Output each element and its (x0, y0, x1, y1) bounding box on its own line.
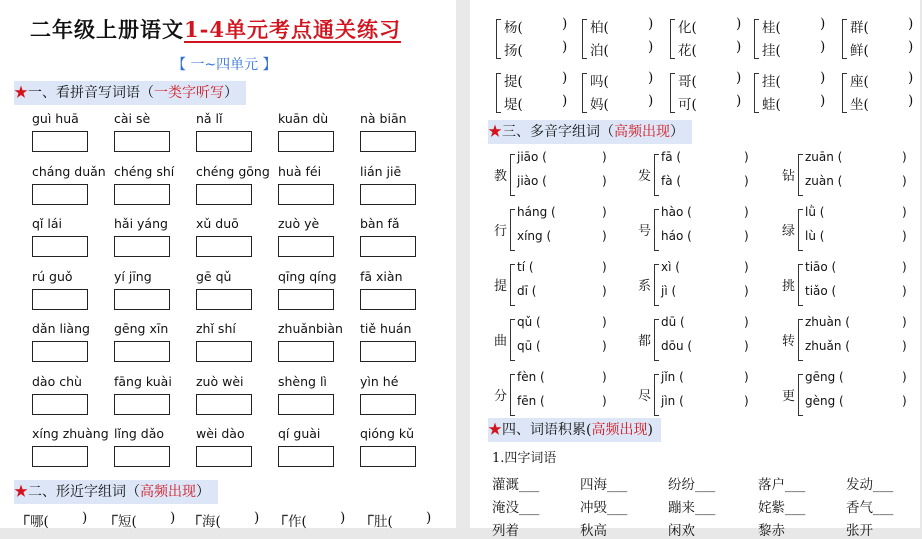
pinyin-label: qí guài (278, 426, 321, 441)
close-paren: ) (602, 174, 607, 188)
answer-box[interactable] (114, 341, 170, 362)
pinyin-reading: hào ( (661, 205, 692, 219)
answer-box[interactable] (360, 341, 416, 362)
answer-box[interactable] (114, 289, 170, 310)
pinyin-label: xǔ duō (196, 216, 239, 231)
brace-icon (754, 73, 759, 113)
answer-box[interactable] (278, 289, 334, 310)
section-end: ） (670, 124, 684, 140)
pinyin-reading: jǐn ( (661, 370, 684, 384)
answer-box[interactable] (32, 184, 88, 205)
close-paren: ) (902, 205, 907, 219)
char-pair (842, 70, 922, 116)
pinyin-reading: jì ( (661, 284, 677, 298)
section-end: ) (647, 422, 653, 438)
section-text: 二、形近字组词（ (28, 484, 140, 500)
close-paren: ) (902, 339, 907, 353)
close-paren: ) (562, 39, 568, 55)
pinyin-label: dào chù (32, 373, 82, 389)
polyphone-item (782, 315, 922, 365)
section-highlight: 高频出现 (140, 484, 196, 500)
pinyin-label: zhǐ shí (196, 321, 236, 336)
char-pair (496, 70, 576, 116)
star-icon: ★ (14, 85, 28, 101)
close-paren: ) (736, 16, 742, 32)
section-highlight: 高频出现 (591, 422, 648, 438)
poly-char: 提 (494, 279, 508, 294)
brace-icon (582, 19, 587, 59)
pinyin-label: gē qǔ (196, 268, 232, 284)
poly-char: 都 (638, 334, 652, 349)
close-paren: ) (902, 394, 907, 408)
close-paren: ) (744, 339, 749, 353)
brace-icon (510, 374, 515, 416)
poly-char: 系 (638, 279, 652, 294)
close-paren: ) (744, 315, 749, 329)
close-paren: ) (902, 315, 907, 329)
polyphone-item (494, 205, 634, 255)
section-2-header (14, 480, 218, 504)
char-pair (754, 70, 834, 116)
char-item: 提( (504, 74, 523, 90)
pinyin-reading: gèng ( (805, 394, 844, 408)
pinyin-label: nà biān (360, 111, 407, 126)
right-page (470, 0, 920, 539)
close-paren: ) (602, 260, 607, 274)
brace-icon (754, 19, 759, 59)
subsection-title: 1.四字词语 (492, 451, 557, 466)
poly-char: 更 (782, 389, 796, 404)
char-item: 坐( (850, 97, 869, 113)
word-blank[interactable]: 淹没___ (492, 500, 540, 516)
pinyin-reading: zhuǎn ( (805, 339, 850, 353)
polyphone-item (782, 150, 922, 200)
close-paren: ) (426, 510, 432, 526)
close-paren: ) (744, 174, 749, 188)
word-blank[interactable]: 灌溉___ (492, 477, 540, 493)
pinyin-reading: dōu ( (661, 339, 693, 353)
brace-icon (798, 154, 803, 196)
close-paren: ) (902, 150, 907, 164)
brace-icon (654, 209, 659, 251)
answer-box[interactable] (32, 289, 88, 310)
char-item: 挂( (762, 43, 781, 59)
bracket-icon: ┌ (278, 506, 288, 525)
brace-icon (798, 209, 803, 251)
poly-char: 教 (494, 169, 508, 184)
section-highlight: 高频出现 (614, 124, 670, 140)
close-paren: ) (744, 394, 749, 408)
char-pair (842, 16, 922, 62)
char-pair (754, 16, 834, 62)
close-paren: ) (602, 229, 607, 243)
pinyin-reading: fēn ( (517, 394, 545, 408)
pinyin-reading: dū ( (661, 315, 685, 329)
word-blank[interactable]: 落户___ (758, 477, 806, 493)
word-blank[interactable]: 纷纷___ (668, 477, 716, 493)
title-highlight: 1-4单元考点通关练习 (184, 17, 401, 42)
close-paren: ) (736, 39, 742, 55)
char-item: 短( (118, 514, 137, 530)
polyphone-item (782, 260, 922, 310)
answer-box[interactable] (196, 394, 252, 415)
char-item: 泊( (590, 43, 609, 59)
word-blank[interactable]: 列着 (492, 523, 519, 539)
pinyin-label: zhuǎnbiàn (278, 321, 343, 336)
brace-icon (510, 264, 515, 306)
answer-box[interactable] (278, 131, 334, 152)
poly-char: 行 (494, 224, 508, 239)
close-paren: ) (602, 339, 607, 353)
close-paren: ) (562, 70, 568, 86)
pinyin-label: chéng gōng (196, 163, 270, 179)
char-item: 肚( (374, 514, 393, 530)
close-paren: ) (820, 16, 826, 32)
section-text: 四、词语积累( (502, 422, 592, 438)
pinyin-reading: jiāo ( (517, 150, 547, 164)
answer-box[interactable] (278, 446, 334, 467)
answer-box[interactable] (196, 184, 252, 205)
brace-icon (510, 319, 515, 361)
answer-box[interactable] (32, 446, 88, 467)
answer-box[interactable] (360, 289, 416, 310)
pinyin-label: shèng lì (278, 373, 327, 389)
brace-icon (654, 154, 659, 196)
brace-icon (798, 264, 803, 306)
char-item: 群( (850, 20, 869, 36)
brace-icon (798, 374, 803, 416)
section-4-header (488, 418, 661, 442)
char-item: 桂( (762, 20, 781, 36)
polyphone-item (494, 260, 634, 310)
pinyin-label: yí jīng (114, 268, 152, 284)
answer-box[interactable] (360, 184, 416, 205)
section-highlight: 一类字听写 (154, 85, 224, 101)
char-item: 杨( (504, 20, 523, 36)
poly-char: 发 (638, 169, 652, 184)
close-paren: ) (902, 284, 907, 298)
answer-box[interactable] (196, 289, 252, 310)
char-item: 吗( (590, 74, 609, 90)
close-paren: ) (340, 510, 346, 526)
pinyin-label: chéng shí (114, 163, 175, 179)
char-item: 扬( (504, 43, 523, 59)
char-pair (582, 70, 662, 116)
poly-char: 曲 (494, 334, 508, 349)
pinyin-reading: xì ( (661, 260, 680, 274)
char-item: 座( (850, 74, 869, 90)
pinyin-label: kuān dù (278, 111, 329, 126)
close-paren: ) (744, 260, 749, 274)
brace-icon (510, 154, 515, 196)
word-blank[interactable]: 黎赤 (758, 523, 785, 539)
section-end: ） (224, 85, 238, 101)
answer-box[interactable] (278, 341, 334, 362)
pinyin-reading: zhuàn ( (805, 315, 850, 329)
brace-icon (842, 19, 847, 59)
char-item: 花( (678, 43, 697, 59)
pinyin-label: rú guǒ (32, 268, 73, 284)
pinyin-reading: qū ( (517, 339, 541, 353)
char-pair (582, 16, 662, 62)
section-text: 一、看拼音写词语（ (28, 85, 154, 101)
char-item: 哪( (30, 514, 49, 530)
brace-icon (510, 209, 515, 251)
pinyin-reading: zuàn ( (805, 174, 843, 188)
answer-box[interactable] (32, 236, 88, 257)
answer-box[interactable] (196, 131, 252, 152)
polyphone-item (638, 205, 778, 255)
char-pair (670, 70, 750, 116)
pinyin-reading: xíng ( (517, 229, 552, 243)
pinyin-label: qióng kǔ (360, 426, 415, 441)
char-item: 化( (678, 20, 697, 36)
pinyin-label: wèi dào (196, 426, 245, 441)
close-paren: ) (744, 284, 749, 298)
close-paren: ) (602, 315, 607, 329)
pinyin-reading: fèn ( (517, 370, 545, 384)
close-paren: ) (602, 150, 607, 164)
pinyin-label: xíng zhuàng (32, 426, 109, 441)
close-paren: ) (908, 93, 914, 109)
section-text: 三、多音字组词（ (502, 124, 614, 140)
pinyin-label: cháng duǎn (32, 163, 106, 179)
pinyin-label: dǎn liàng (32, 321, 90, 336)
close-paren: ) (602, 394, 607, 408)
pinyin-reading: tí ( (517, 260, 534, 274)
pinyin-reading: gēng ( (805, 370, 844, 384)
char-pair (670, 16, 750, 62)
close-paren: ) (820, 70, 826, 86)
word-blank[interactable]: 闲欢 (668, 523, 695, 539)
answer-box[interactable] (196, 446, 252, 467)
close-paren: ) (908, 70, 914, 86)
pinyin-label: fā xiàn (360, 268, 403, 284)
word-blank[interactable]: 冲毁___ (580, 500, 628, 516)
close-paren: ) (736, 70, 742, 86)
polyphone-item (494, 150, 634, 200)
brace-icon (496, 19, 501, 59)
polyphone-item (782, 205, 922, 255)
star-icon: ★ (14, 484, 28, 500)
char-item: 作( (288, 514, 307, 530)
left-page (0, 0, 456, 528)
close-paren: ) (82, 510, 88, 526)
pinyin-reading: jìn ( (661, 394, 684, 408)
section-3-header (488, 120, 692, 144)
pinyin-reading: fà ( (661, 174, 682, 188)
polyphone-item (494, 370, 634, 420)
close-paren: ) (602, 370, 607, 384)
close-paren: ) (820, 93, 826, 109)
close-paren: ) (602, 205, 607, 219)
brace-icon (654, 374, 659, 416)
close-paren: ) (648, 16, 654, 32)
polyphone-item (494, 315, 634, 365)
close-paren: ) (648, 93, 654, 109)
pinyin-label: zuò yè (278, 216, 320, 231)
polyphone-item (638, 315, 778, 365)
answer-box[interactable] (196, 341, 252, 362)
pinyin-label: guì huā (32, 111, 79, 126)
page-title (30, 14, 401, 44)
close-paren: ) (744, 229, 749, 243)
answer-box[interactable] (278, 236, 334, 257)
brace-icon (654, 264, 659, 306)
star-icon: ★ (488, 124, 502, 140)
pinyin-reading: háng ( (517, 205, 556, 219)
answer-box[interactable] (32, 394, 88, 415)
pinyin-label: yìn hé (360, 373, 399, 389)
close-paren: ) (902, 370, 907, 384)
polyphone-item (638, 150, 778, 200)
poly-char: 转 (782, 334, 796, 349)
word-blank[interactable]: 秋高 (580, 523, 607, 539)
close-paren: ) (562, 93, 568, 109)
answer-box[interactable] (360, 131, 416, 152)
char-item: 蛙( (762, 97, 781, 113)
pinyin-label: qǐ lái (32, 216, 62, 231)
polyphone-item (638, 370, 778, 420)
poly-char: 分 (494, 389, 508, 404)
close-paren: ) (908, 39, 914, 55)
close-paren: ) (908, 16, 914, 32)
word-blank[interactable]: 香气___ (846, 500, 894, 516)
pinyin-reading: zuān ( (805, 150, 843, 164)
pinyin-reading: tiǎo ( (805, 284, 837, 298)
section-1-header (14, 81, 246, 105)
close-paren: ) (744, 150, 749, 164)
pinyin-label: qīng qíng (278, 268, 337, 284)
brace-icon (798, 319, 803, 361)
close-paren: ) (648, 39, 654, 55)
section-end: ） (196, 484, 210, 500)
pinyin-reading: háo ( (661, 229, 692, 243)
answer-box[interactable] (114, 131, 170, 152)
answer-box[interactable] (360, 236, 416, 257)
pinyin-label: gēng xīn (114, 321, 169, 336)
pinyin-label: hǎi yáng (114, 216, 168, 231)
answer-box[interactable] (114, 394, 170, 415)
close-paren: ) (744, 370, 749, 384)
pinyin-reading: fā ( (661, 150, 682, 164)
bracket-icon: ┌ (192, 506, 202, 525)
pinyin-label: cài sè (114, 111, 151, 126)
word-blank[interactable]: 发动___ (846, 477, 894, 493)
poly-char: 绿 (782, 224, 796, 239)
answer-box[interactable] (278, 394, 334, 415)
pinyin-label: tiě huán (360, 321, 412, 336)
char-item: 鲜( (850, 43, 869, 59)
bracket-icon: ┌ (364, 506, 374, 525)
answer-box[interactable] (360, 446, 416, 467)
brace-icon (582, 73, 587, 113)
close-paren: ) (562, 16, 568, 32)
brace-icon (670, 73, 675, 113)
char-item: 妈( (590, 97, 609, 113)
close-paren: ) (902, 174, 907, 188)
word-blank[interactable]: 张开 (846, 523, 873, 539)
answer-box[interactable] (278, 184, 334, 205)
answer-box[interactable] (114, 236, 170, 257)
word-blank[interactable]: 姹紫___ (758, 500, 806, 516)
pinyin-label: nǎ lǐ (196, 111, 223, 126)
pinyin-label: zuò wèi (196, 373, 244, 389)
polyphone-item (638, 260, 778, 310)
polyphone-item (782, 370, 922, 420)
page-gap (456, 0, 470, 528)
pinyin-reading: lù ( (805, 229, 825, 243)
brace-icon (670, 19, 675, 59)
pinyin-label: lián jiē (360, 163, 402, 179)
char-item: 海( (202, 514, 221, 530)
brace-icon (496, 73, 501, 113)
close-paren: ) (602, 284, 607, 298)
close-paren: ) (744, 205, 749, 219)
pinyin-reading: tiāo ( (805, 260, 837, 274)
bracket-icon: ┌ (20, 506, 30, 525)
close-paren: ) (736, 93, 742, 109)
brace-icon (842, 73, 847, 113)
char-item: 可( (678, 97, 697, 113)
close-paren: ) (902, 229, 907, 243)
pinyin-reading: jiào ( (517, 174, 547, 188)
poly-char: 钻 (782, 169, 796, 184)
poly-char: 号 (638, 224, 652, 239)
pinyin-label: fāng kuài (114, 373, 172, 389)
star-icon: ★ (488, 422, 502, 438)
close-paren: ) (648, 70, 654, 86)
char-item: 挂( (762, 74, 781, 90)
close-paren: ) (820, 39, 826, 55)
answer-box[interactable] (32, 341, 88, 362)
brace-icon (654, 319, 659, 361)
pinyin-label: huà féi (278, 163, 322, 179)
word-blank[interactable]: 四海___ (580, 477, 628, 493)
pinyin-reading: dī ( (517, 284, 537, 298)
pinyin-label: lǐng dǎo (114, 426, 165, 441)
close-paren: ) (902, 260, 907, 274)
pinyin-reading: qǔ ( (517, 315, 541, 329)
title-main: 二年级上册语文 (30, 17, 184, 42)
poly-char: 尽 (638, 389, 652, 404)
char-item: 哥( (678, 74, 697, 90)
answer-box[interactable] (196, 236, 252, 257)
unit-range: 【 一~四单元 】 (172, 57, 277, 73)
char-item: 柏( (590, 20, 609, 36)
poly-char: 挑 (782, 279, 796, 294)
answer-box[interactable] (114, 184, 170, 205)
close-paren: ) (170, 510, 176, 526)
char-item: 堤( (504, 97, 523, 113)
answer-box[interactable] (114, 446, 170, 467)
char-pair (496, 16, 576, 62)
pinyin-label: bàn fǎ (360, 216, 400, 231)
close-paren: ) (254, 510, 260, 526)
bracket-icon: ┌ (108, 506, 118, 525)
answer-box[interactable] (32, 131, 88, 152)
answer-box[interactable] (360, 394, 416, 415)
pinyin-reading: lǜ ( (805, 205, 825, 219)
word-blank[interactable]: 蹦来___ (668, 500, 716, 516)
